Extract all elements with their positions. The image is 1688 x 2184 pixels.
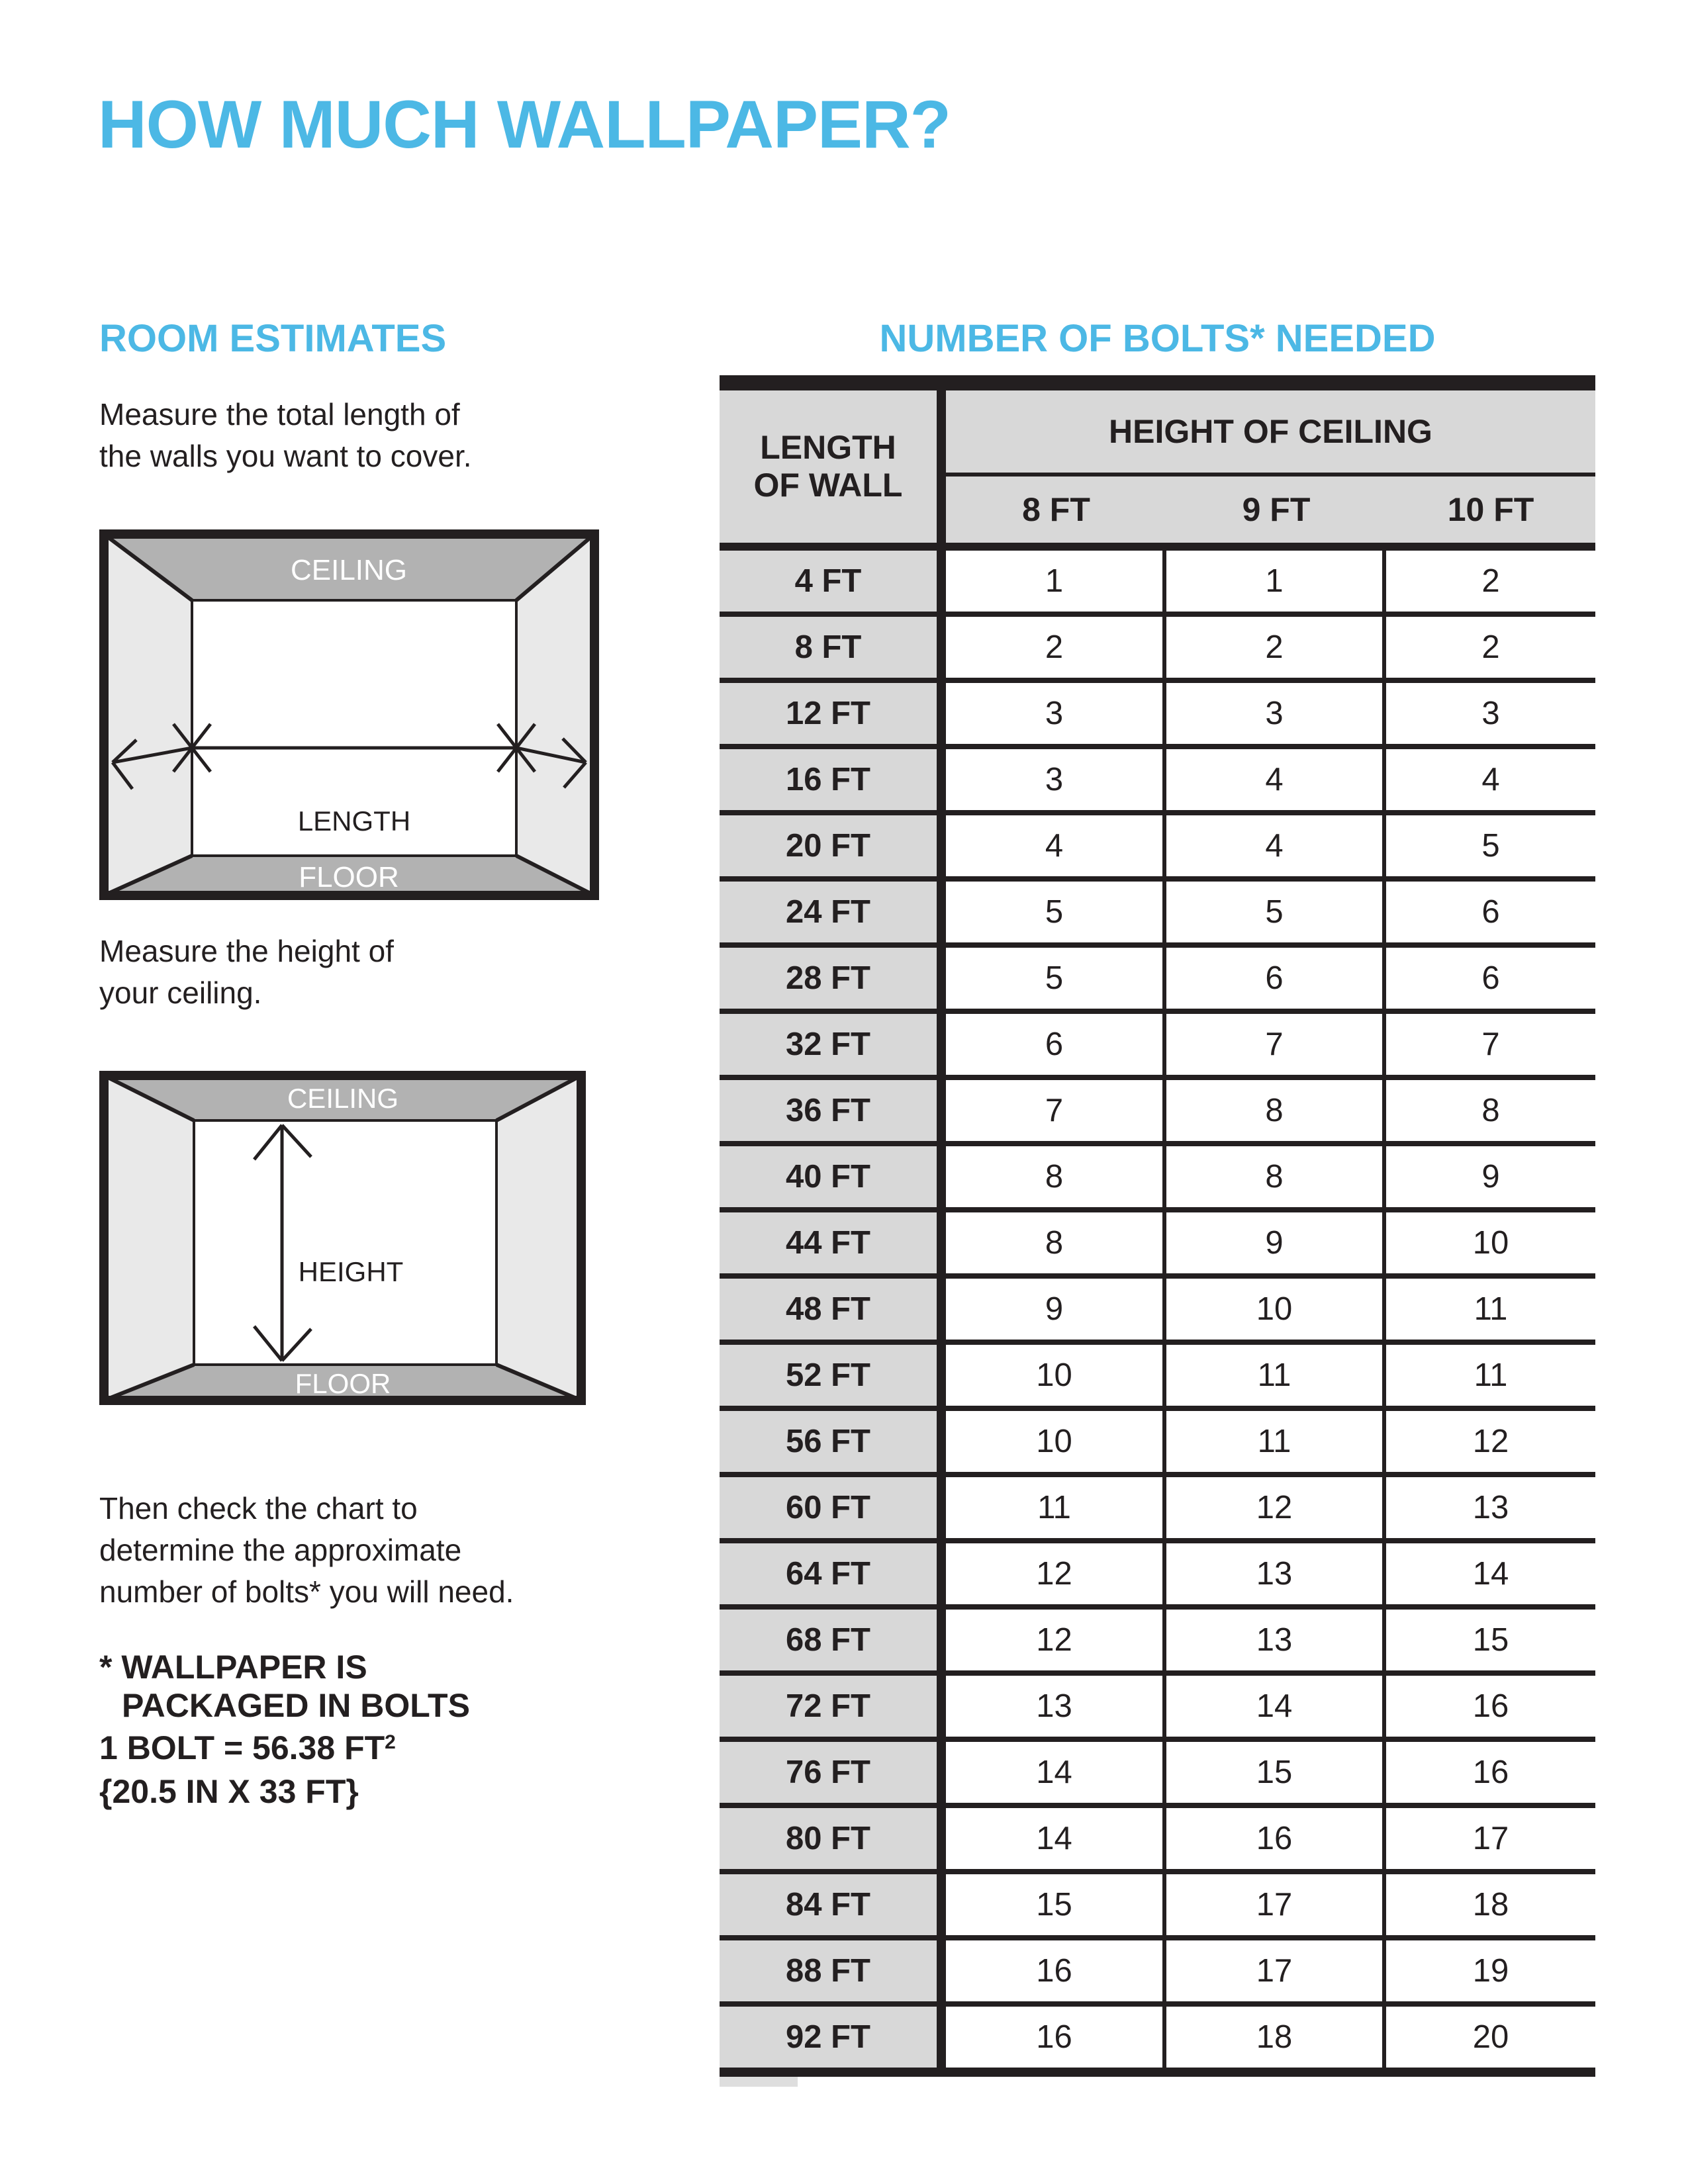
note-line: * WALLPAPER IS <box>99 1649 367 1686</box>
bolt-count-cell: 16 <box>946 1940 1166 2001</box>
back-wall <box>194 1120 496 1365</box>
col-header-10ft: 10 FT <box>1447 491 1534 528</box>
bolt-count-cell: 16 <box>1166 1808 1386 1869</box>
bolt-count-cell: 18 <box>1166 2007 1386 2068</box>
bolt-count-cell: 10 <box>1166 1279 1386 1340</box>
table-row <box>720 551 1595 617</box>
table-row <box>720 1212 1595 1279</box>
bolt-equation: 1 BOLT = 56.38 FT <box>99 1729 385 1766</box>
row-column-divider <box>937 617 946 678</box>
wallpaper-bolts-note <box>99 1648 470 1725</box>
bolt-count-cell: 5 <box>1481 828 1500 864</box>
col-header-line: OF WALL <box>753 467 903 504</box>
bolt-count-cell: 11 <box>1474 1357 1508 1393</box>
row-length-label: 92 FT <box>720 2007 937 2068</box>
bolt-count-cell: 11 <box>1474 1291 1508 1327</box>
row-column-divider <box>937 815 946 876</box>
bolt-count-cell: 3 <box>946 683 1166 744</box>
measure-length-paragraph <box>99 394 472 477</box>
bolt-count-cell: 4 <box>1481 762 1500 797</box>
table-row <box>720 1874 1595 1940</box>
row-length-label: 20 FT <box>720 815 937 876</box>
row-column-divider <box>937 683 946 744</box>
bolt-count-cell: 1 <box>1166 551 1386 612</box>
bolt-count-cell: 11 <box>1166 1345 1386 1406</box>
height-label: HEIGHT <box>298 1256 404 1287</box>
row-column-divider <box>937 1940 946 2001</box>
bolt-count-cell: 3 <box>946 749 1166 810</box>
row-column-divider <box>937 1543 946 1604</box>
row-column-divider <box>937 1014 946 1075</box>
bolt-count-cell: 5 <box>946 882 1166 942</box>
bolt-count-cell: 17 <box>1166 1874 1386 1935</box>
bolt-count-cell: 13 <box>1472 1490 1509 1525</box>
col-header-line: LENGTH <box>760 429 896 466</box>
bolt-count-cell: 15 <box>1166 1742 1386 1803</box>
bolt-count-cell: 9 <box>946 1279 1166 1340</box>
bolts-table <box>720 375 1595 2087</box>
bolt-count-cell: 10 <box>946 1345 1166 1406</box>
row-length-label: 60 FT <box>720 1477 937 1538</box>
paragraph-line: Measure the height of <box>99 934 394 968</box>
row-column-divider <box>937 1080 946 1141</box>
bolt-count-cell: 17 <box>1166 1940 1386 2001</box>
row-length-label: 8 FT <box>720 617 937 678</box>
row-length-label: 80 FT <box>720 1808 937 1869</box>
bolt-count-cell: 14 <box>1472 1556 1509 1592</box>
bolt-count-cell: 12 <box>946 1610 1166 1670</box>
table-row <box>720 882 1595 948</box>
row-column-divider <box>937 1279 946 1340</box>
bolt-count-cell: 4 <box>1166 749 1386 810</box>
row-column-divider <box>937 749 946 810</box>
bolt-count-cell: 4 <box>946 815 1166 876</box>
bolt-count-cell: 2 <box>1166 617 1386 678</box>
room-height-diagram <box>99 1071 586 1405</box>
bolt-count-cell: 19 <box>1472 1953 1509 1989</box>
header-subcolumns <box>946 477 1595 543</box>
check-chart-paragraph <box>99 1488 514 1613</box>
bolt-count-cell: 2 <box>1481 629 1500 665</box>
superscript-2: 2 <box>385 1731 396 1753</box>
bolt-count-cell: 3 <box>1166 683 1386 744</box>
table-row <box>720 1014 1595 1080</box>
bolt-count-cell: 8 <box>1166 1080 1386 1141</box>
row-column-divider <box>937 1742 946 1803</box>
ceiling-label: CEILING <box>287 1083 399 1114</box>
table-row <box>720 1146 1595 1212</box>
bolt-count-cell: 12 <box>1472 1424 1509 1459</box>
table-row <box>720 948 1595 1014</box>
bolt-count-cell: 6 <box>1166 948 1386 1009</box>
row-column-divider <box>937 948 946 1009</box>
bolt-count-cell: 14 <box>946 1742 1166 1803</box>
bolt-count-cell: 4 <box>1166 815 1386 876</box>
bolt-count-cell: 12 <box>1166 1477 1386 1538</box>
bolt-count-cell: 7 <box>1481 1026 1500 1062</box>
table-row <box>720 1411 1595 1477</box>
bolt-count-cell: 15 <box>1472 1622 1509 1658</box>
row-column-divider <box>937 1874 946 1935</box>
bolt-count-cell: 12 <box>946 1543 1166 1604</box>
row-length-label: 68 FT <box>720 1610 937 1670</box>
bolt-count-cell: 16 <box>1472 1688 1509 1724</box>
paragraph-line: your ceiling. <box>99 976 262 1010</box>
bolt-count-cell: 8 <box>946 1212 1166 1273</box>
table-row <box>720 1080 1595 1146</box>
col-header-8ft: 8 FT <box>1022 491 1090 528</box>
bolt-count-cell: 2 <box>1481 563 1500 599</box>
row-length-label: 12 FT <box>720 683 937 744</box>
row-column-divider <box>937 1146 946 1207</box>
bolt-count-cell: 16 <box>1472 1754 1509 1790</box>
ceiling-label: CEILING <box>290 554 408 586</box>
table-row <box>720 1477 1595 1543</box>
bolt-count-cell: 6 <box>1481 894 1500 930</box>
row-length-label: 72 FT <box>720 1676 937 1737</box>
table-gray-stub <box>720 2077 798 2087</box>
row-length-label: 40 FT <box>720 1146 937 1207</box>
table-row <box>720 1610 1595 1676</box>
bolt-count-cell: 13 <box>1166 1610 1386 1670</box>
table-row <box>720 1279 1595 1345</box>
row-length-label: 44 FT <box>720 1212 937 1273</box>
bolt-count-cell: 9 <box>1166 1212 1386 1273</box>
bolt-count-cell: 8 <box>1481 1093 1500 1128</box>
table-row <box>720 617 1595 683</box>
bolt-count-cell: 13 <box>946 1676 1166 1737</box>
bolt-count-cell: 13 <box>1166 1543 1386 1604</box>
table-body <box>720 551 1595 2077</box>
room-length-diagram <box>99 529 599 900</box>
note-line <box>99 1729 396 1772</box>
left-wall <box>104 1075 194 1400</box>
measure-height-paragraph <box>99 931 394 1014</box>
bolt-count-cell: 11 <box>946 1477 1166 1538</box>
bolt-count-cell: 17 <box>1472 1821 1509 1856</box>
table-row <box>720 1742 1595 1808</box>
bolt-count-cell: 14 <box>946 1808 1166 1869</box>
bolt-count-cell: 3 <box>1481 696 1500 731</box>
table-row <box>720 683 1595 749</box>
bolt-count-cell: 1 <box>946 551 1166 612</box>
row-column-divider <box>937 551 946 612</box>
row-length-label: 52 FT <box>720 1345 937 1406</box>
row-column-divider <box>937 2007 946 2068</box>
table-row <box>720 2007 1595 2077</box>
paragraph-line: Measure the total length of <box>99 397 460 432</box>
bolt-count-cell: 8 <box>1166 1146 1386 1207</box>
header-column-divider <box>937 390 946 543</box>
table-row <box>720 1940 1595 2007</box>
row-length-label: 24 FT <box>720 882 937 942</box>
row-length-label: 76 FT <box>720 1742 937 1803</box>
table-row <box>720 815 1595 882</box>
bolt-count-cell: 10 <box>1472 1225 1509 1261</box>
row-length-label: 56 FT <box>720 1411 937 1472</box>
bolt-count-cell: 5 <box>946 948 1166 1009</box>
row-length-label: 4 FT <box>720 551 937 612</box>
table-row <box>720 749 1595 815</box>
row-column-divider <box>937 1477 946 1538</box>
row-column-divider <box>937 882 946 942</box>
bolt-count-cell: 16 <box>946 2007 1166 2068</box>
number-of-bolts-heading: NUMBER OF BOLTS* NEEDED <box>879 317 1436 360</box>
bolt-count-cell: 9 <box>1481 1159 1500 1195</box>
floor-label: FLOOR <box>299 861 399 893</box>
bolt-count-cell: 7 <box>1166 1014 1386 1075</box>
row-column-divider <box>937 1212 946 1273</box>
floor-label: FLOOR <box>295 1368 391 1399</box>
paragraph-line: the walls you want to cover. <box>99 439 472 473</box>
col-header-length-of-wall <box>720 390 937 543</box>
bolt-count-cell: 6 <box>946 1014 1166 1075</box>
row-length-label: 88 FT <box>720 1940 937 2001</box>
right-wall <box>496 1075 581 1400</box>
paragraph-line: Then check the chart to <box>99 1491 418 1525</box>
bolt-count-cell: 11 <box>1166 1411 1386 1472</box>
header-right-section <box>946 390 1595 543</box>
row-column-divider <box>937 1345 946 1406</box>
paragraph-line: number of bolts* you will need. <box>99 1574 514 1609</box>
room-estimates-heading: ROOM ESTIMATES <box>99 317 447 360</box>
page-title: HOW MUCH WALLPAPER? <box>98 87 951 162</box>
paragraph-line: determine the approximate <box>99 1533 462 1567</box>
bolt-count-cell: 5 <box>1166 882 1386 942</box>
bolt-count-cell: 8 <box>946 1146 1166 1207</box>
bolt-count-cell: 20 <box>1472 2019 1509 2055</box>
table-top-bar <box>720 375 1595 390</box>
bolt-count-cell: 2 <box>946 617 1166 678</box>
table-row <box>720 1676 1595 1742</box>
row-length-label: 32 FT <box>720 1014 937 1075</box>
row-length-label: 48 FT <box>720 1279 937 1340</box>
table-header <box>720 390 1595 551</box>
row-column-divider <box>937 1411 946 1472</box>
bolt-count-cell: 7 <box>946 1080 1166 1141</box>
row-length-label: 16 FT <box>720 749 937 810</box>
row-column-divider <box>937 1610 946 1670</box>
length-label: LENGTH <box>297 805 411 837</box>
row-length-label: 36 FT <box>720 1080 937 1141</box>
row-column-divider <box>937 1676 946 1737</box>
bolt-count-cell: 18 <box>1472 1887 1509 1923</box>
note-line: PACKAGED IN BOLTS <box>122 1687 470 1724</box>
table-row <box>720 1345 1595 1411</box>
table-row <box>720 1543 1595 1610</box>
row-length-label: 84 FT <box>720 1874 937 1935</box>
table-row <box>720 1808 1595 1874</box>
col-header-9ft: 9 FT <box>1242 491 1311 528</box>
bolt-size-note <box>99 1729 396 1811</box>
row-length-label: 64 FT <box>720 1543 937 1604</box>
row-length-label: 28 FT <box>720 948 937 1009</box>
bolt-count-cell: 15 <box>946 1874 1166 1935</box>
bolt-count-cell: 10 <box>946 1411 1166 1472</box>
note-line: {20.5 IN X 33 FT} <box>99 1773 359 1810</box>
bolt-count-cell: 6 <box>1481 960 1500 996</box>
bolt-count-cell: 14 <box>1166 1676 1386 1737</box>
col-group-header-height-of-ceiling: HEIGHT OF CEILING <box>1109 413 1432 450</box>
row-column-divider <box>937 1808 946 1869</box>
